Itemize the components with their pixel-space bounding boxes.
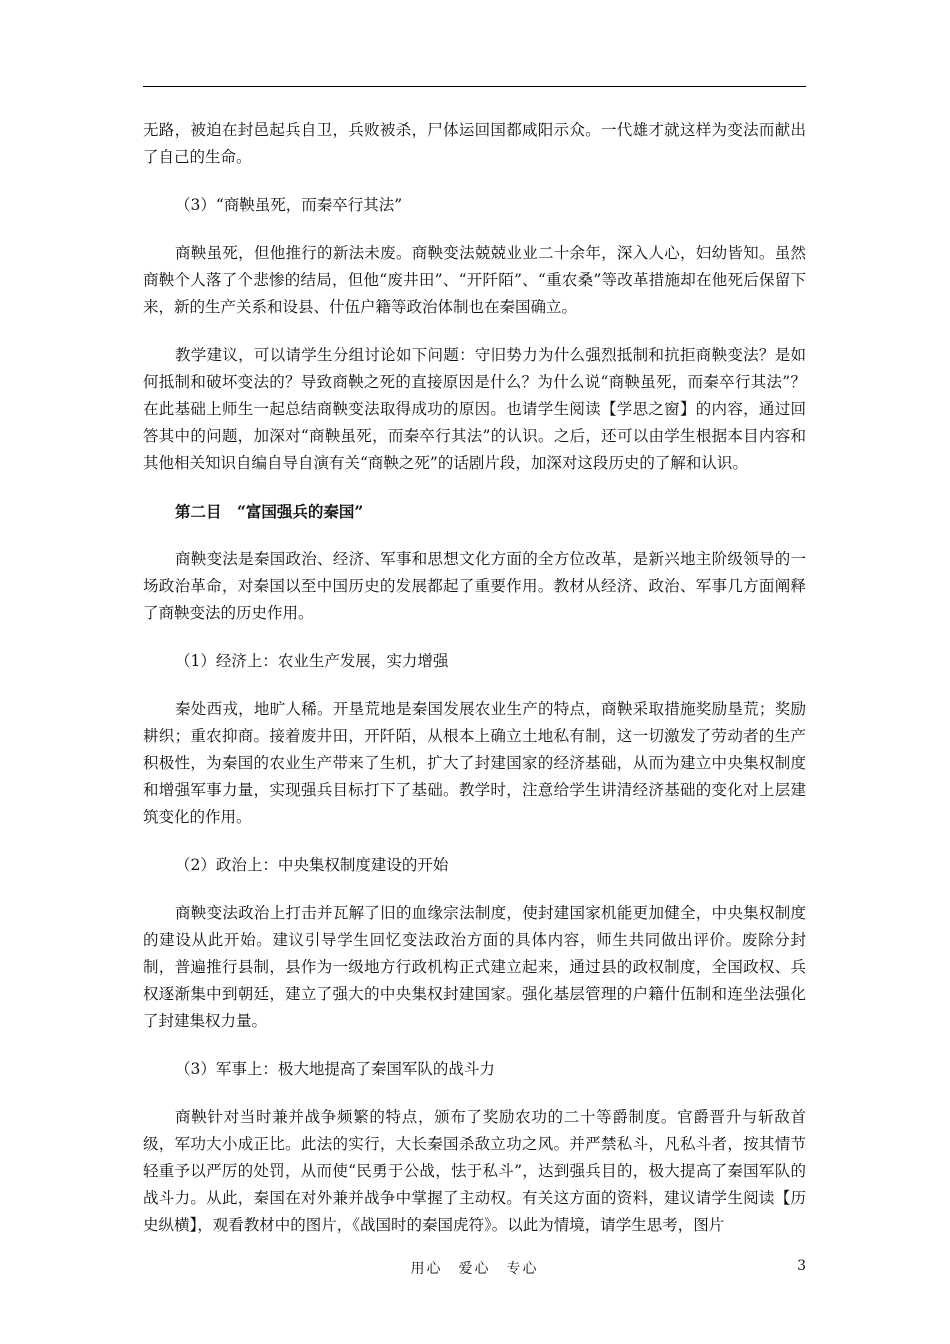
section-heading: （1）经济上：农业生产发展，实力增强 [175,652,449,670]
section-heading: （3）“商鞅虽死，而秦卒行其法” [175,196,403,214]
page-number: 3 [797,1258,806,1274]
section-heading: （2）政治上：中央集权制度建设的开始 [175,856,449,874]
body-paragraph: 商鞅变法是秦国政治、经济、军事和思想文化方面的全方位改革，是新兴地主阶级领导的一场政治革命，对秦国以至中国历史的发展都起了重要作用。教材从经济、政治、军事几方面阐释了商鞅变法的历史作用。 [143,550,806,622]
body-paragraph: 商鞅变法政治上打击并瓦解了旧的血缘宗法制度，使封建国家机能更加健全，中央集权制度的建设从此开始。建议引导学生回忆变法政治方面的具体内容，师生共同做出评价。废除分封制，普遍推行县制，县作为一级地方行政机构正式建立起来，通过县的政权制度，全国政权、兵权逐渐集中到朝廷，建立了强大的中央集权封建国家。强化基层管理的户籍什伍制和连坐法强化了封建集权力量。 [143,904,806,1030]
paragraph-continued: 无路，被迫在封邑起兵自卫，兵败被杀，尸体运回国都咸阳示众。一代雄才就这样为变法而献出了自己的生命。 [143,121,806,166]
body-paragraph: 商鞅针对当时兼并战争频繁的特点，颁布了奖励农功的二十等爵制度。官爵晋升与斩敌首级，军功大小成正比。此法的实行，大长秦国杀敌立功之风。并严禁私斗，凡私斗者，按其情节轻重予以严厉的处罚，从而使“民勇于公战，怯于私斗”，达到强兵目的，极大提高了秦国军队的战斗力。从此，秦国在对外兼并战争中掌握了主动权。有关这方面的资料，建议请学生阅读【历史纵横】，观看教材中的图片，《战国时的秦国虎符》。以此为情境，请学生思考，图片 [143,1108,806,1234]
section-heading: （3）军事上：极大地提高了秦国军队的战斗力 [175,1060,495,1078]
subsection-title: 第二目 “富国强兵的秦国” [175,502,364,521]
header-rule [143,86,806,87]
body-paragraph: 商鞅虽死，但他推行的新法未废。商鞅变法兢兢业业二十余年，深入人心，妇幼皆知。虽然商鞅个人落了个悲惨的结局，但他“废井田”、“开阡陌”、“重农桑”等改革措施却在他死后保留下来，新的生产关系和设县、什伍户籍等政治体制也在秦国确立。 [143,244,806,316]
document-body [143,117,806,1239]
body-paragraph: 秦处西戎，地旷人稀。开垦荒地是秦国发展农业生产的特点，商鞅采取措施奖励垦荒；奖励耕织；重农抑商。接着废井田，开阡陌，从根本上确立土地私有制，这一切激发了劳动者的生产积极性，为秦国的农业生产带来了生机，扩大了封建国家的经济基础，从而为建立中央集权制度和增强军事力量，实现强兵目标打下了基础。教学时，注意给学生讲清经济基础的变化对上层建筑变化的作用。 [143,700,806,826]
body-paragraph: 教学建议，可以请学生分组讨论如下问题：守旧势力为什么强烈抵制和抗拒商鞅变法？是如何抵制和破坏变法的？导致商鞅之死的直接原因是什么？为什么说“商鞅虽死，而秦卒行其法”？在此基础上师生一起总结商鞅变法取得成功的原因。也请学生阅读【学思之窗】的内容，通过回答其中的问题，加深对“商鞅虽死，而秦卒行其法”的认识。之后，还可以由学生根据本目内容和其他相关知识自编自导自演有关“商鞅之死”的话剧片段，加深对这段历史的了解和认识。 [143,346,806,472]
footer-motto: 用心 爱心 专心 [410,1261,539,1277]
